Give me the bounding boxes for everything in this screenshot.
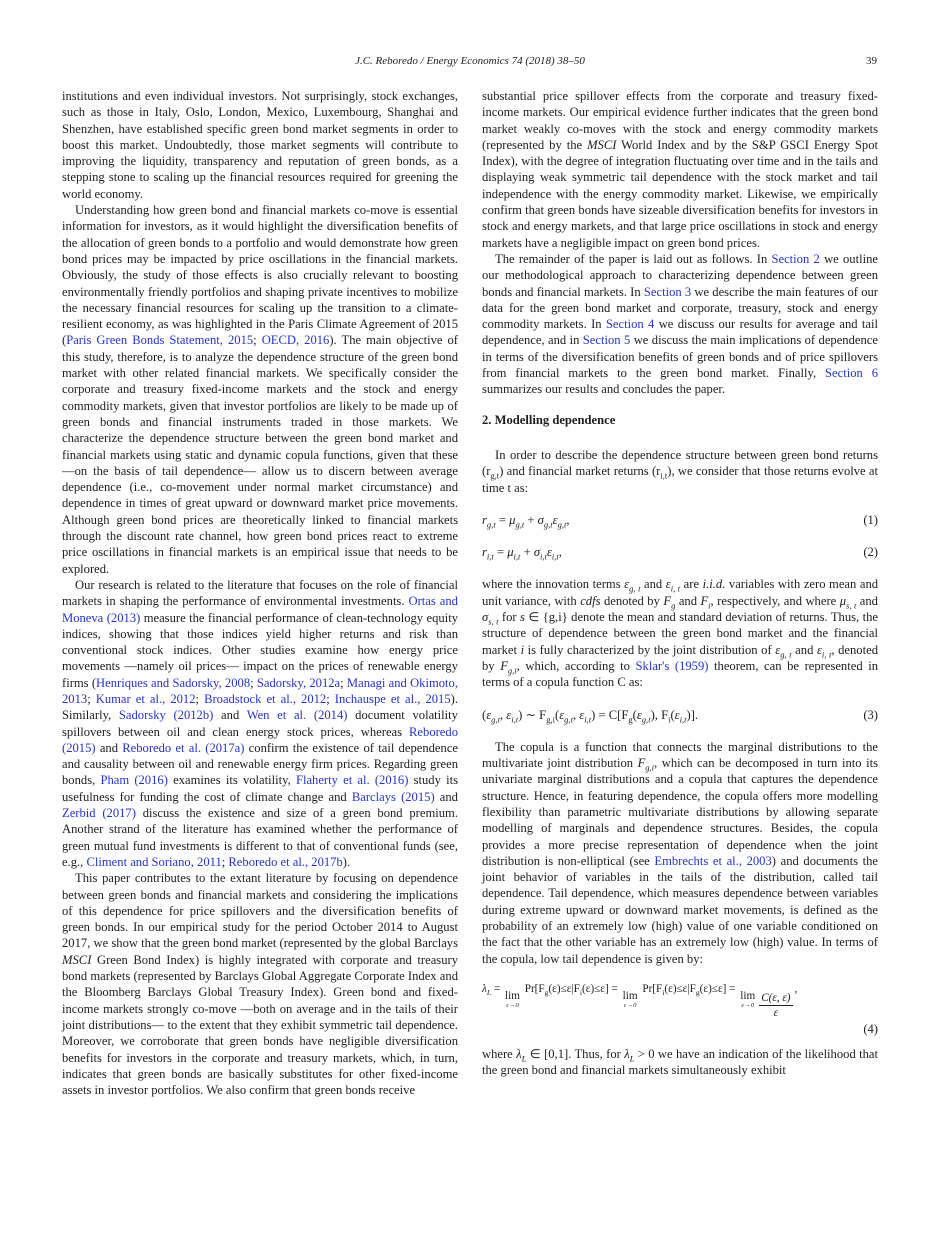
- inline-text: ;: [250, 675, 257, 690]
- equation-body: [482, 544, 562, 560]
- subscript: g,t: [543, 519, 553, 530]
- inline-text: Pr[F: [639, 982, 663, 995]
- italic-text: ε: [546, 545, 552, 560]
- inline-text: study its usefulness for funding the cost of climate change and: [62, 773, 458, 804]
- fraction: [759, 992, 792, 1020]
- equation-number: (3): [863, 707, 878, 722]
- inline-text: ;: [326, 691, 335, 706]
- inline-text: > 0 we have an indication of the likelihood that the green bond and financial markets simultaneously exhibit: [482, 1046, 878, 1078]
- limit-subscript: ε→0: [741, 1002, 755, 1010]
- equation-body: [482, 707, 698, 723]
- subscript: i,t: [679, 714, 687, 725]
- limit-operator: [623, 991, 638, 1010]
- italic-text: i: [520, 642, 525, 657]
- inline-text: document volatility spillovers between oil and clean energy stock prices, whereas: [62, 708, 458, 739]
- inline-text: Our research is related to the literature that focuses on the role of financial markets in shaping the performance of environmental investments.: [62, 577, 458, 609]
- inline-text: substantial price spillover effects from the corporate and treasury fixed-income markets. Our empirical evidence further indicates that the green bond market weakly co-moves with the stock and energy commodity markets (represented by the: [482, 89, 878, 152]
- inline-text: denoted by: [600, 593, 664, 608]
- italic-text: ε: [506, 707, 512, 722]
- citation-link[interactable]: Sadorsky (2012b): [118, 708, 214, 723]
- inline-text: ). The main objective of this study, therefore, is to analyze the dependence structure of the green bond market with other related financial markets. We specifically consider the corporate and treasury fixed-income markets and the stock and energy commodity markets, given that investor portfolios are likely to be made up of green bonds and financial instruments traded in those markets. We characterize the dependence structure between the green bond market and financial markets using static and dynamic copula functions, given that these —on the basis of tail dependence— allow us to discern between average dependence (i.e., co-movement under normal market circumstance) and dependence in times of great upward or downward market price movements. Although green bond prices are theoretically linked to financial markets through the discount rate channel, how green bond prices react to extreme price oscillations in financial markets is an empirical issue that needs to be explored.: [62, 333, 458, 576]
- inline-text: (: [670, 707, 675, 722]
- italic-text: cdfs: [580, 593, 601, 608]
- citation-link[interactable]: Wen et al. (2014): [246, 708, 348, 723]
- equation-body: [482, 981, 878, 1020]
- inline-text: and: [640, 577, 666, 592]
- inline-text: and: [213, 708, 247, 723]
- subscript: g: [628, 714, 633, 725]
- citation-link[interactable]: Section 5: [582, 333, 631, 348]
- subscript: g,t: [564, 714, 573, 725]
- inline-text: ). Similarly,: [62, 691, 458, 723]
- section-heading: 2. Modelling dependence: [482, 412, 616, 427]
- inline-text: =: [491, 982, 503, 995]
- italic-text: ε: [552, 512, 558, 527]
- subscript: g,t: [641, 714, 651, 725]
- paragraph: [62, 202, 458, 577]
- inline-text: =: [495, 512, 510, 527]
- inline-text: ) and financial market returns (r: [499, 464, 661, 479]
- inline-text: The copula is a function that connects the marginal distributions to the multivariate joint distribution: [482, 739, 878, 771]
- paragraph: [482, 251, 878, 398]
- italic-text: λ: [482, 982, 487, 995]
- fraction-denominator: ε: [773, 1007, 779, 1020]
- subscript: i,t: [584, 714, 592, 725]
- inline-text: , which can be decomposed in turn into its univariate marginal distributions and a copula that captures the dependence structure. Hence, in featuring dependence, the copula offers more modelling flexibility than parametric multivariate distributions by allowing separate modelling of marginals and dependence structures. Besides, the copula provides a more precise representation of dependence when the joint distribution is non-elliptical (see: [482, 756, 878, 868]
- fraction-numerator: C(ε, ε): [759, 992, 792, 1006]
- citation-link[interactable]: Paris Green Bonds Statement, 2015: [66, 333, 254, 348]
- inline-text: confirm the existence of tail dependence and causality between oil and renewable energy firm prices. Regarding green bonds,: [62, 740, 458, 788]
- italic-text: MSCI: [587, 137, 617, 152]
- italic-text: μ: [507, 545, 514, 560]
- italic-text: ε: [775, 642, 781, 657]
- inline-text: ∈ [0,1]. Thus, for: [526, 1046, 625, 1061]
- inline-text: theorem, can be represented in terms of a copula function C as:: [482, 658, 878, 690]
- citation-link[interactable]: Zerbid (2017): [62, 806, 136, 821]
- inline-text: is fully characterized by the joint distribution of: [524, 642, 776, 657]
- citation-link[interactable]: Section 2: [771, 251, 820, 266]
- inline-text: (ε)≤ε|F: [664, 982, 696, 995]
- inline-text: (ε)≤ε] =: [582, 982, 621, 995]
- subscript: s, t: [846, 600, 857, 611]
- italic-text: r: [482, 512, 487, 527]
- citation-link[interactable]: Reboredo (2015): [62, 724, 458, 755]
- inline-text: ,: [499, 707, 507, 722]
- limit-label: lim: [622, 989, 638, 1002]
- italic-text: MSCI: [62, 952, 92, 967]
- citation-link[interactable]: Embrechts et al., 2003: [654, 853, 772, 868]
- inline-text: ∈ {g,i} denote the mean and standard deviation of returns. Thus, the structure of dependence between the green bond market and the financial market: [482, 610, 878, 657]
- italic-text: ε: [579, 707, 585, 722]
- subscript: g,i: [546, 714, 555, 725]
- limit-operator: [505, 991, 520, 1010]
- subscript: g,i: [507, 665, 517, 676]
- italic-text: ε: [486, 707, 492, 722]
- equation-number: (1): [863, 512, 878, 527]
- inline-text: (: [554, 707, 560, 722]
- subscript: i: [668, 714, 671, 725]
- subscript: g, t: [780, 649, 792, 660]
- subscript: g,t: [491, 714, 500, 725]
- inline-text: we discuss our results for average and tail dependence, and in: [482, 317, 878, 348]
- inline-text: are: [680, 577, 703, 592]
- subscript: i: [662, 988, 665, 998]
- left-column: [62, 88, 458, 1098]
- citation-link[interactable]: OECD, 2016: [261, 333, 330, 348]
- citation-link[interactable]: Henriques and Sadorsky, 2008: [96, 675, 251, 690]
- italic-text: ε: [636, 707, 642, 722]
- equation-body: [482, 512, 570, 528]
- subscript: i,t: [486, 551, 494, 562]
- italic-text: ε: [624, 577, 630, 592]
- right-column: [482, 88, 878, 1078]
- subscript: g,t: [557, 519, 567, 530]
- inline-text: and: [95, 740, 123, 755]
- inline-text: ): [686, 707, 691, 722]
- citation-link[interactable]: Climent and Soriano, 2011: [86, 854, 222, 869]
- subscript: i,t: [540, 551, 547, 562]
- inline-text: ), we consider that those returns evolve at time t as:: [482, 464, 879, 495]
- citation-link[interactable]: Ortas and Moneva (2013): [62, 594, 458, 625]
- subscript: L: [629, 1053, 635, 1064]
- limit-subscript: ε→0: [623, 1002, 637, 1010]
- paragraph: [482, 88, 878, 251]
- limit-label: lim: [740, 989, 756, 1002]
- citation-link[interactable]: Section 6: [825, 366, 878, 381]
- italic-text: ε: [665, 577, 671, 592]
- subscript: i: [579, 988, 583, 998]
- citation-link[interactable]: Reboredo et al., 2017b: [228, 854, 343, 869]
- citation-link[interactable]: Barclays (2015): [351, 789, 435, 804]
- inline-text: variables with zero mean and unit variance, with: [482, 577, 879, 608]
- citation-link[interactable]: Section 4: [605, 317, 655, 332]
- inline-text: Pr[F: [521, 982, 545, 995]
- inline-text: summarizes our results and concludes the paper.: [482, 382, 726, 397]
- italic-text: i.i.d.: [702, 577, 726, 592]
- inline-text: , respectively, and where: [710, 593, 840, 608]
- citation-link[interactable]: Pham (2016): [100, 773, 168, 788]
- running-title: J.C. Reboredo / Energy Economics 74 (2018) 38–50: [355, 55, 585, 67]
- inline-text: ;: [195, 691, 205, 706]
- inline-text: for: [498, 610, 520, 625]
- citation-link[interactable]: Sklar's (1959): [635, 658, 709, 673]
- italic-text: σ: [537, 512, 544, 527]
- equation: [482, 512, 878, 528]
- subscript: i: [708, 600, 711, 611]
- italic-text: ε: [674, 707, 680, 722]
- inline-text: where the innovation terms: [482, 577, 625, 592]
- paragraph: [62, 870, 458, 1098]
- subscript: g,t: [486, 519, 496, 530]
- inline-text: (ε)≤ε|F: [548, 982, 580, 995]
- inline-text: World Index and by the S&P GSCI Energy Spot Index), with the degree of integration fluctuating over time and in the tails and displaying weak symmetric tail dependence with the stock market and tail independence with the energy commodity market. Likewise, we empirically confirm that green bonds have sizeable diversification benefits for investors in stock and energy markets, and that large price oscillations in stock and energy markets have a negligible impact on green bond prices.: [482, 137, 879, 250]
- subscript: g: [544, 988, 549, 998]
- equation: [482, 981, 878, 1037]
- inline-text: In order to describe the dependence structure between green bond returns (r: [482, 447, 878, 479]
- inline-text: ,: [794, 982, 798, 995]
- italic-text: F: [500, 658, 508, 673]
- limit-subscript: ε→0: [506, 1002, 519, 1010]
- inline-text: we discuss the main implications of dependence in terms of the diversification benefits of green bonds and of price spillovers from financial markets to the green bond market. Finally,: [482, 333, 878, 381]
- subscript: i,t: [511, 714, 519, 725]
- inline-text: we describe the main features of our data for the green bond market and corporate, treasury, stock and energy commodity markets. In: [482, 284, 878, 332]
- subscript: L: [486, 988, 492, 998]
- equation: [482, 707, 878, 723]
- subscript: i, t: [670, 583, 681, 594]
- citation-link[interactable]: Inchauspe et al., 2015: [334, 691, 451, 706]
- equation-number: (4): [863, 1021, 878, 1036]
- running-header: [62, 55, 878, 71]
- subscript: g,i: [645, 762, 655, 773]
- italic-text: λ: [624, 1046, 630, 1061]
- inline-text: ) ∼ F: [518, 707, 547, 722]
- paragraph: [482, 447, 878, 496]
- page-number: 39: [866, 55, 877, 67]
- inline-text: ;: [221, 854, 229, 869]
- paragraph: [62, 88, 458, 202]
- italic-text: ε: [559, 707, 565, 722]
- inline-text: we outline our methodological approach to characterizing dependence between green bonds and financial markets. In: [482, 251, 878, 299]
- italic-text: σ: [533, 545, 541, 560]
- inline-text: and: [675, 593, 701, 608]
- inline-text: and: [856, 593, 878, 608]
- inline-text: ,: [558, 545, 562, 560]
- subscript: i,t: [513, 551, 521, 562]
- citation-link[interactable]: Kumar et al., 2012: [95, 691, 196, 706]
- subscript: g,t: [515, 519, 525, 530]
- paragraph: [482, 739, 878, 967]
- inline-text: Green Bond Index) is highly integrated with corporate and treasury bond markets (represented by Barclays Global Aggregate Corporate Index and the Bloomberg Barclays Global Treasury Index). Green bond and fixed-income markets strongly co-move —both on average and in the tails of their joint distributions— to the extent that they exhibit symmetric tail dependence. Moreover, we corroborate that green bonds have negligible diversification benefits for investors in the corporate and treasury markets, which, in turn, indicates that green bonds are basically substitutes for other fixed-income assets in investor portfolios. We also confirm that green bonds receive: [62, 952, 458, 1098]
- subscript: s, t: [488, 616, 499, 627]
- inline-text: +: [524, 512, 538, 527]
- inline-text: measure the financial performance of clean-technology equity indices, showing that those indices yield higher returns and risk than conventional stock indices. Other studies examine how energy price movements —namely oil prices— impact on the prices of renewable energy firms (: [62, 610, 458, 690]
- inline-text: ;: [87, 691, 96, 706]
- subscript: i, t: [821, 649, 832, 660]
- italic-text: r: [482, 545, 487, 560]
- subscript: g: [695, 988, 700, 998]
- italic-text: ε: [816, 642, 822, 657]
- inline-text: ) and documents the joint behavior of variables in the tails of the distribution, called tail dependence. Tail dependence, which measures dependence between variables during extreme upward or downward market movements, is defined as the probability of an extremely low (high) value of one variable conditioned on the fact that the other variable has an extremely low (high) value. In terms of the copula, low tail dependence is given by:: [482, 853, 878, 966]
- inline-text: =: [493, 545, 508, 560]
- citation-link[interactable]: Flaherty et al. (2016): [295, 773, 409, 788]
- inline-text: and: [791, 642, 817, 657]
- citation-link[interactable]: Managi and Okimoto, 2013: [62, 675, 458, 706]
- inline-text: institutions and even individual investors. Not surprisingly, stock exchanges, such as those in Italy, Oslo, London, Mexico, Luxembourg, Shanghai and Shenzhen, have established specific green bond market segments in order to boost this market. Undoubtedly, those market segments will contribute to improving the liquidity, transparency and reputation of green bonds, as a stepping stone to scaling up the financial resources required for greening the world economy.: [62, 89, 458, 201]
- citation-link[interactable]: Broadstock et al., 2012: [204, 691, 327, 706]
- inline-text: ;: [253, 333, 262, 348]
- italic-text: λ: [516, 1046, 522, 1061]
- inline-text: , which, according to: [516, 658, 636, 673]
- inline-text: ).: [342, 854, 351, 869]
- limit-operator: [740, 991, 755, 1010]
- equation-number: (2): [863, 545, 878, 560]
- subscript: g,t: [490, 470, 500, 481]
- limit-label: lim: [505, 989, 520, 1002]
- inline-text: ,: [572, 707, 580, 722]
- italic-text: μ: [839, 593, 847, 608]
- inline-text: (: [482, 707, 487, 722]
- inline-text: +: [520, 545, 534, 560]
- inline-text: [: [617, 707, 622, 722]
- italic-text: F: [663, 593, 672, 608]
- inline-text: (ε)≤ε] =: [699, 982, 739, 995]
- inline-text: This paper contributes to the extant literature by focusing on dependence between green bonds and financial markets and considering the implications of this dependence for price spillovers and the diversification benefits of green bonds. In our empirical study for the period October 2014 to August 2017, we show that the green bond market (represented by the global Barclays: [62, 871, 458, 951]
- inline-text: ,: [566, 512, 570, 527]
- inline-text: (: [632, 707, 637, 722]
- inline-text: ].: [690, 707, 699, 722]
- inline-text: and: [434, 789, 458, 804]
- subscript: i,t: [660, 470, 668, 481]
- inline-text: ) = C: [591, 707, 618, 722]
- inline-text: , denoted by: [482, 642, 878, 673]
- inline-text: ), F: [650, 707, 669, 722]
- paragraph: [482, 1046, 878, 1079]
- citation-link[interactable]: Section 3: [643, 284, 692, 299]
- inline-text: discuss the existence and size of a green bond premium. Another strand of the literature has examined whether the performance of green mutual fund investments is different to that of conventional funds (see, e.g.,: [62, 806, 458, 869]
- inline-text: F: [621, 707, 629, 722]
- citation-link[interactable]: Sadorsky, 2012a: [256, 675, 341, 690]
- inline-text: where: [482, 1046, 517, 1061]
- paragraph: [62, 577, 458, 870]
- equation: [482, 544, 878, 560]
- subscript: i,t: [551, 551, 559, 562]
- italic-text: s: [520, 610, 525, 625]
- italic-text: F: [700, 593, 709, 608]
- subscript: g: [671, 600, 676, 611]
- subscript: g, t: [629, 583, 641, 594]
- subscript: L: [521, 1053, 527, 1064]
- paragraph: [482, 576, 878, 690]
- inline-text: examines its volatility,: [167, 773, 296, 788]
- inline-text: Understanding how green bond and financial markets co-move is essential information for investors, as it would highlight the diversification benefits of the allocation of green bonds to a portfolio and would demonstrate how green bond prices may be impacted by price oscillations in the financial markets. Obviously, the study of those effects is also crucially relevant to boosting environmentally friendly portfolios and shaping private incentives to mobilize the necessary financial resources for scaling up the transition to a climate-resilient economy, as was highlighted in the Paris Climate Agreement of 2015 (: [62, 203, 458, 348]
- inline-text: The remainder of the paper is laid out as follows. In: [495, 251, 772, 266]
- inline-text: ;: [340, 675, 347, 690]
- citation-link[interactable]: Reboredo et al. (2017a): [122, 740, 245, 755]
- italic-text: μ: [509, 512, 516, 527]
- italic-text: σ: [482, 610, 489, 625]
- italic-text: F: [637, 756, 646, 771]
